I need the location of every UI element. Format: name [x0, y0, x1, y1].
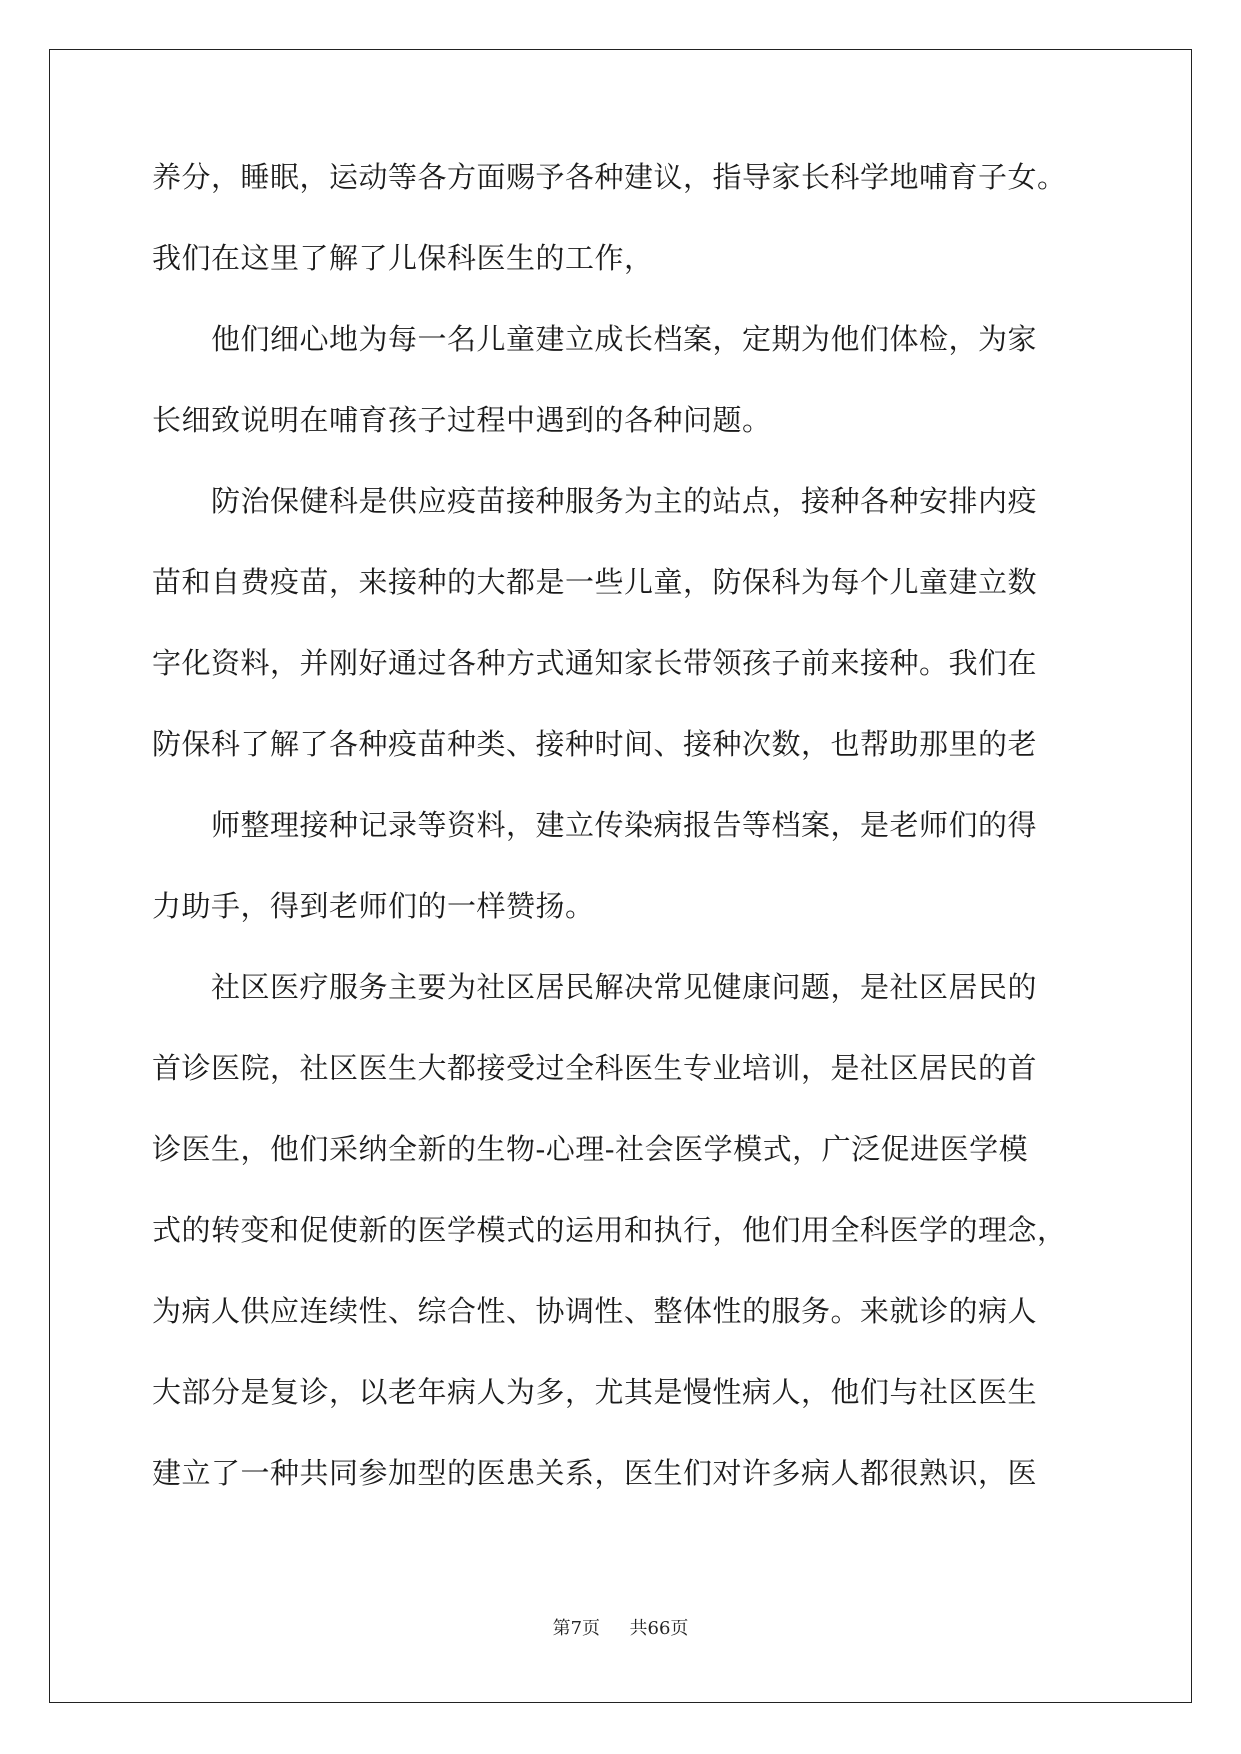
text-line: 养分，睡眠，运动等各方面赐予各种建议，指导家长科学地哺育子女。 — [152, 160, 1067, 194]
text-line: 字化资料，并刚好通过各种方式通知家长带领孩子前来接种。我们在 — [152, 646, 1038, 680]
text-line: 我们在这里了解了儿保科医生的工作， — [152, 241, 654, 275]
text-line: 诊医生，他们采纳全新的生物-心理-社会医学模式，广泛促进医学模 — [152, 1132, 1029, 1166]
text-line: 社区医疗服务主要为社区居民解决常见健康问题，是社区居民的 — [152, 970, 1038, 1004]
text-line: 力助手，得到老师们的一样赞扬。 — [152, 889, 595, 923]
text-line: 苗和自费疫苗，来接种的大都是一些儿童，防保科为每个儿童建立数 — [152, 565, 1038, 599]
page-number-current: 第7页 — [552, 1618, 601, 1639]
document-body — [152, 162, 1092, 1539]
text-line: 防治保健科是供应疫苗接种服务为主的站点，接种各种安排内疫 — [152, 484, 1038, 518]
text-line: 式的转变和促使新的医学模式的运用和执行，他们用全科医学的理念， — [152, 1213, 1067, 1247]
page-number-total: 共66页 — [629, 1618, 689, 1639]
text-line: 他们细心地为每一名儿童建立成长档案，定期为他们体检，为家 — [152, 322, 1038, 356]
text-line: 长细致说明在哺育孩子过程中遇到的各种问题。 — [152, 403, 772, 437]
text-line: 大部分是复诊，以老年病人为多，尤其是慢性病人，他们与社区医生 — [152, 1375, 1038, 1409]
text-line: 首诊医院，社区医生大都接受过全科医生专业培训，是社区居民的首 — [152, 1051, 1038, 1085]
text-line: 为病人供应连续性、综合性、协调性、整体性的服务。来就诊的病人 — [152, 1294, 1038, 1328]
text-line: 防保科了解了各种疫苗种类、接种时间、接种次数，也帮助那里的老 — [152, 727, 1038, 761]
text-line: 建立了一种共同参加型的医患关系，医生们对许多病人都很熟识，医 — [152, 1456, 1038, 1490]
page-footer — [0, 1618, 1241, 1640]
text-line: 师整理接种记录等资料，建立传染病报告等档案，是老师们的得 — [152, 808, 1038, 842]
